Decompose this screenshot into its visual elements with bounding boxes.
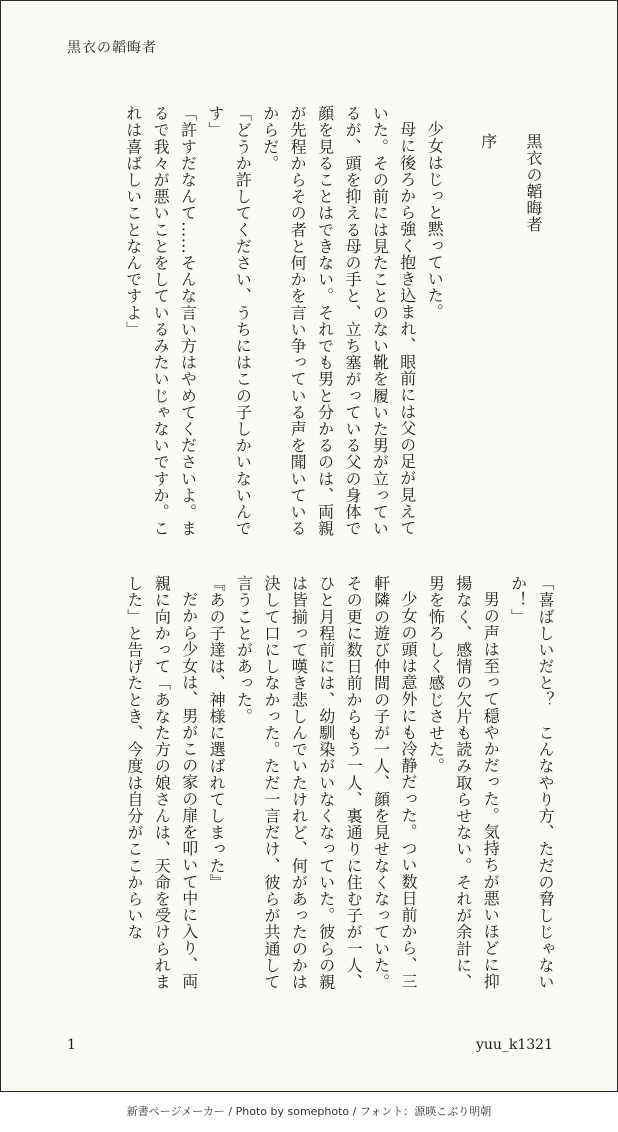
author-id: yuu_k1321 (475, 1037, 553, 1053)
paragraph: 母に後ろから強く抱き込まれ、眼前には父の足が見えていた。その前には見たことのない靴を履いた男が立っているが、頭を抑える母の手と、立ち塞がっている父の身体で顔を見ることはできない。それでも男と分かるのは、両親が先程からその者と何かを言い争っている声を聞いているからだ。 (260, 105, 417, 537)
lower-text-block (59, 575, 559, 995)
chapter-title: 黒衣の韜晦者 (524, 133, 543, 233)
paragraph: 「喜ばしいだと？ こんなやり方、ただの脅しじゃないか！」 (508, 575, 555, 990)
paragraph: 『あの子達は、神様に選ばれてしまった』 (207, 575, 227, 891)
credit-line: 新書ページメーカー / Photo by somephoto / フォント：源暎こぶり明朝 (126, 1105, 492, 1118)
paragraph: 男の声は至って穏やかだった。気持ちが悪いほどに抑揚なく、感情の欠片も読み取らせない。それが余計に、男を怖ろしく感じさせた。 (426, 575, 501, 990)
paragraph: 「どうか許してください、うちにはこの子しかいないんです」 (205, 105, 253, 537)
paragraph: 少女はじっと黙っていた。 (425, 121, 445, 321)
running-title: 黒衣の韜晦者 (67, 40, 157, 56)
paragraph: 「許すだなんて……そんな言い方はやめてくださいよ。まるで我々が悪いことをしているみたいじゃないですか。これは喜ばしいことなんですよ」 (123, 105, 198, 537)
paragraph: 少女の頭は意外にも冷静だった。つい数日前から、三軒隣の遊び仲間の子が一人、顔を見せなくなっていた。その更に数日前からもう一人、裏通りに住む子が一人、ひと月程前には、幼馴染がいなくなっていた。彼らの親は皆揃って嘆き悲しんでいたけれど、何があったのかは決して口にしなかった。ただ一言だけ、彼らが共通して言うことがあった。 (234, 575, 418, 990)
upper-text-block (59, 105, 555, 545)
section-heading: 序 (478, 133, 498, 150)
page-number: 1 (67, 1037, 76, 1053)
paragraph: だから少女は、男がこの家の扉を叩いて中に入り、両親に向かって「あなた方の娘さんは、天命を受けられました」と告げたとき、今度は自分がここからいな (124, 575, 199, 990)
